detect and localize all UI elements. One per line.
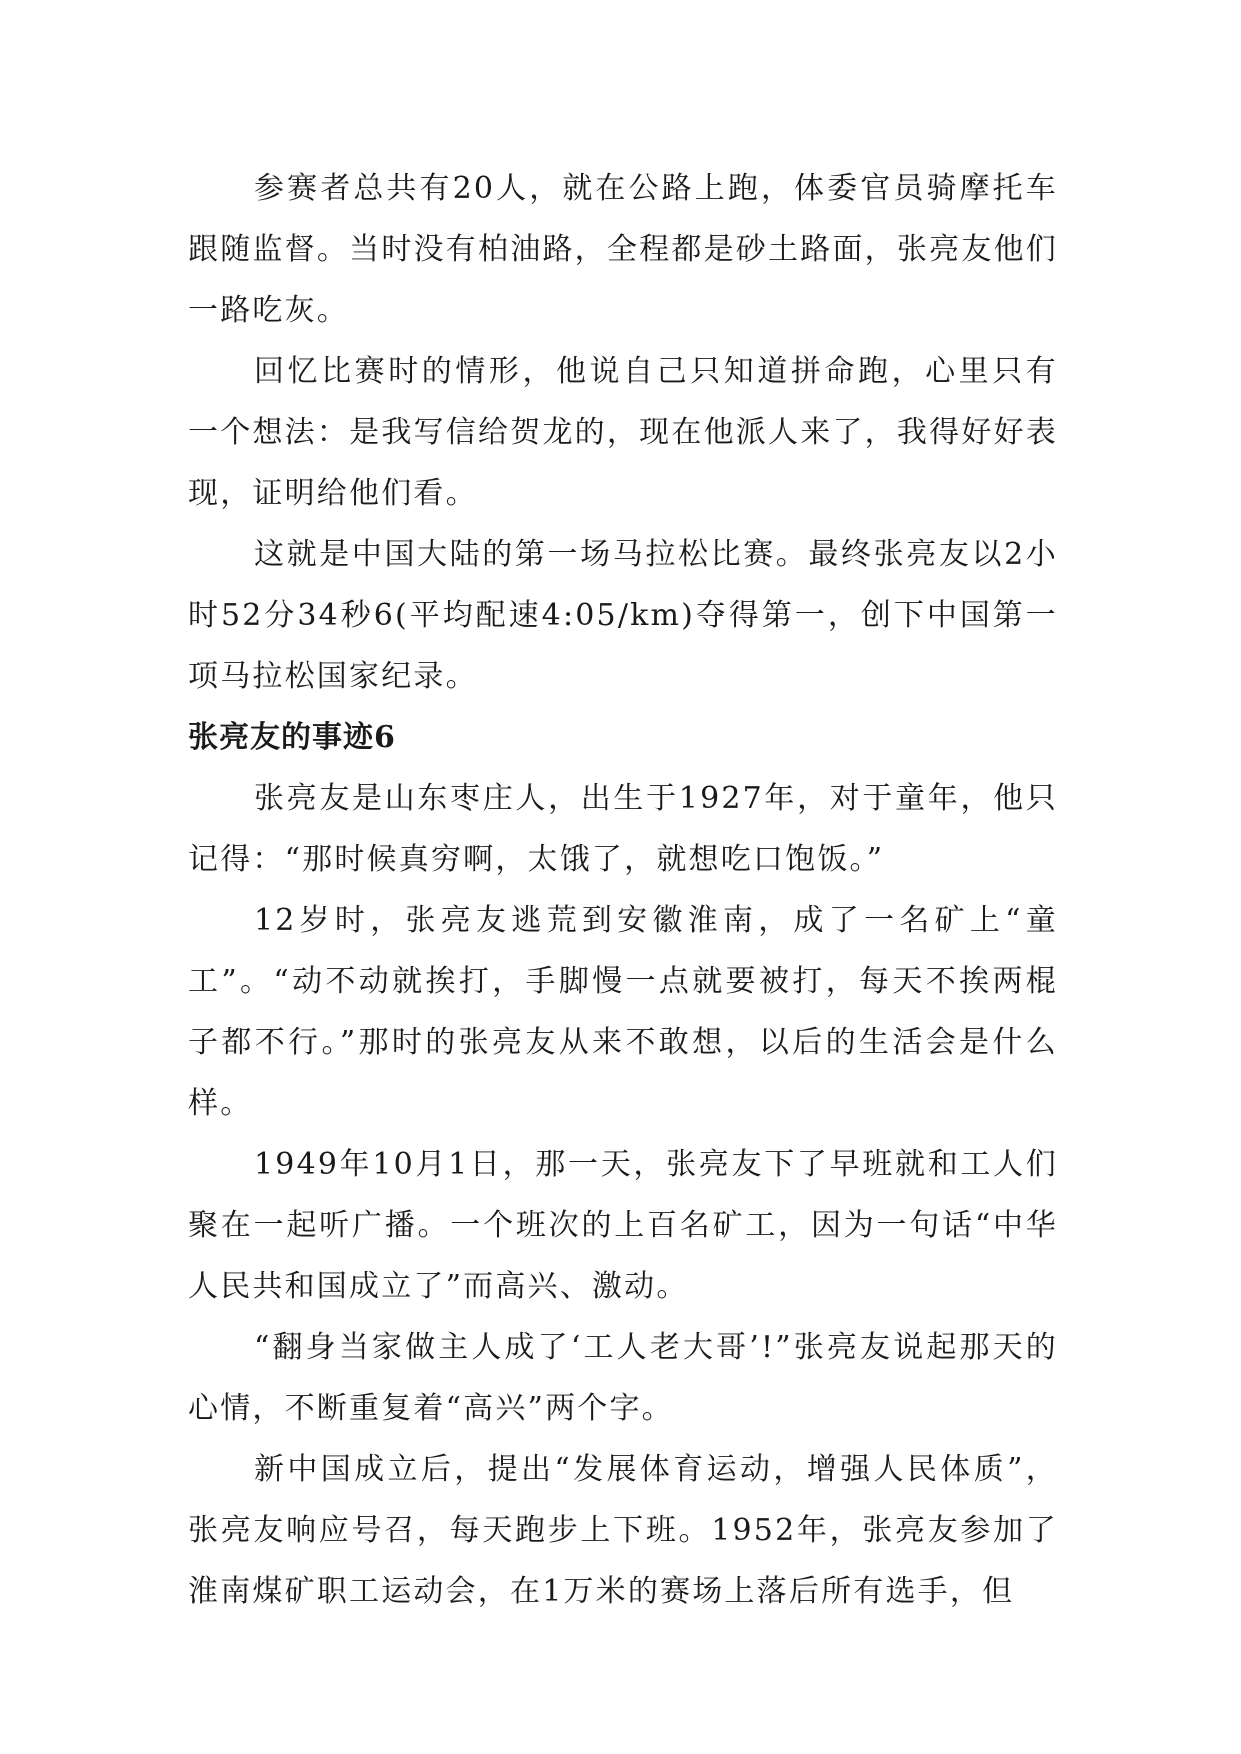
paragraph-founding-day: 1949年10月1日，那一天，张亮友下了早班就和工人们聚在一起听广播。一个班次的上百名矿工，因为一句话“中华人民共和国成立了”而高兴、激动。 [188,1147,1058,1304]
section-heading: 张亮友的事迹6 [188,720,396,755]
paragraph-first-marathon: 这就是中国大陆的第一场马拉松比赛。最终张亮友以2小时52分34秒6(平均配速4:05/km)夺得第一，创下中国第一项马拉松国家纪录。 [188,537,1058,694]
paragraph-sports-movement: 新中国成立后，提出“发展体育运动，增强人民体质”，张亮友响应号召，每天跑步上下班。1952年，张亮友参加了淮南煤矿职工运动会，在1万米的赛场上落后所有选手，但 [188,1452,1058,1609]
paragraph-worker-pride: “翻身当家做主人成了‘工人老大哥’!”张亮友说起那天的心情，不断重复着“高兴”两个字。 [188,1330,1058,1426]
paragraph-childhood: 张亮友是山东枣庄人，出生于1927年，对于童年，他只记得：“那时候真穷啊，太饿了，就想吃口饱饭。” [188,781,1059,877]
paragraph-child-labor: 12岁时，张亮友逃荒到安徽淮南，成了一名矿上“童工”。“动不动就挨打，手脚慢一点就要被打，每天不挨两棍子都不行。”那时的张亮友从来不敢想，以后的生活会是什么样。 [188,903,1058,1121]
document-page [188,158,1058,1622]
paragraph-race-participants: 参赛者总共有20人，就在公路上跑，体委官员骑摩托车跟随监督。当时没有柏油路，全程都是砂土路面，张亮友他们一路吃灰。 [188,171,1058,328]
paragraph-race-memory: 回忆比赛时的情形，他说自己只知道拼命跑，心里只有一个想法：是我写信给贺龙的，现在他派人来了，我得好好表现，证明给他们看。 [188,354,1058,511]
